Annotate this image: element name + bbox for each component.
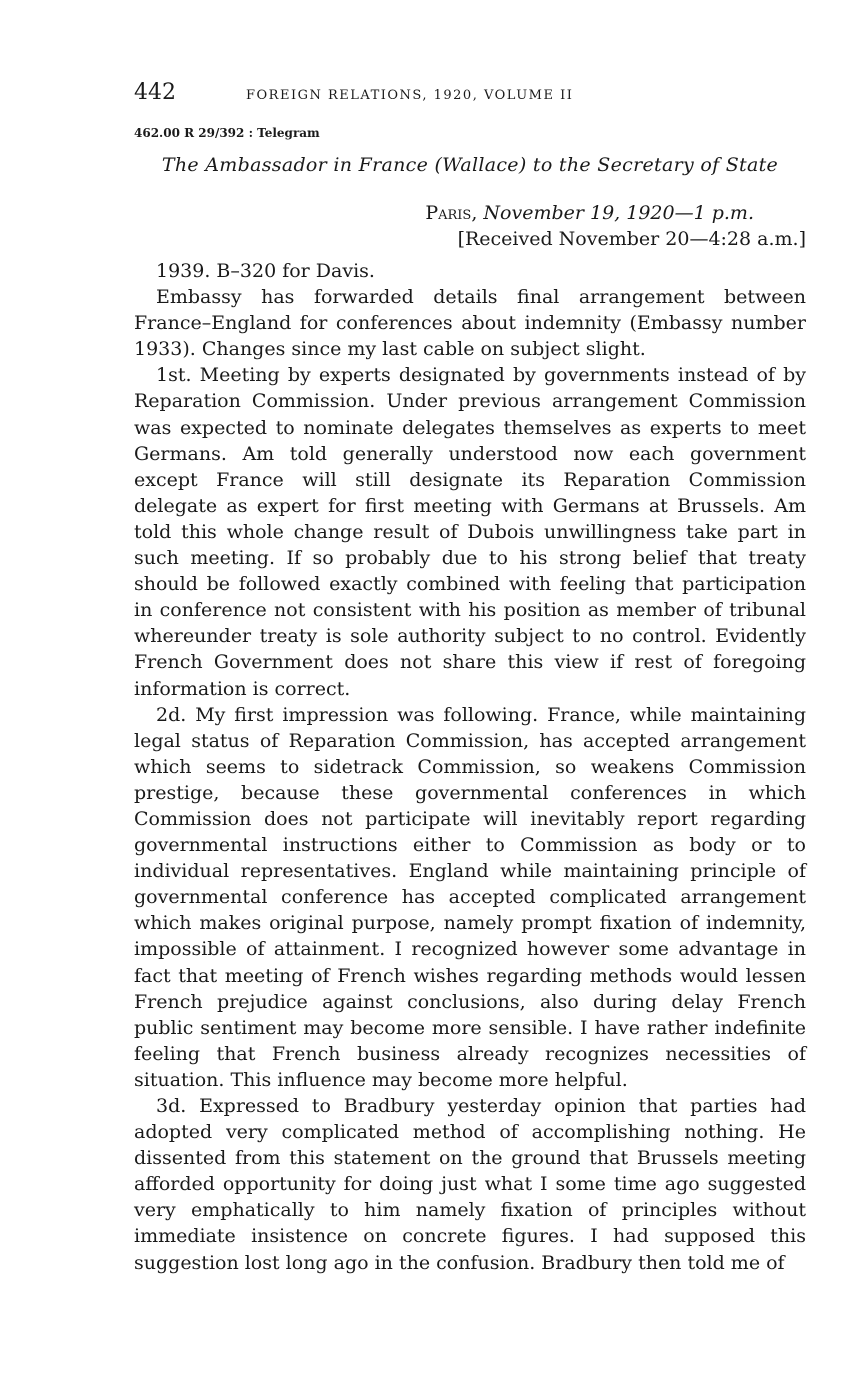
paragraph-4: 2d. My first impression was following. France, while maintaining legal status of Reparation Commission, has accepted arrangement which seems to sidetrack Commission, so weakens Commission prestige, because these governmental conferences in which Commission does not participate will inevitably report regarding governmental instructions either to Commission as body or to individual representatives. England while maintaining principle of governmental conference has accepted complicated arrangement which makes original purpose, namely prompt fixation of indemnity, impossible of attainment. I recognized however some advantage in fact that meeting of French wishes regarding methods would lessen French prejudice against conclusions, also during delay French public sentiment may become more sensible. I have rather indefinite feeling that French business already recognizes necessities of situation. This influence may become more helpful.: [134, 703, 806, 1091]
document-page: [134, 80, 806, 1276]
dateline-date: November 19, 1920—1 p.m.: [483, 202, 754, 224]
dateline: [134, 200, 806, 252]
running-head: [134, 80, 806, 114]
paragraph-3: 1st. Meeting by experts designated by governments instead of by Reparation Commission. Under previous arrangement Commission was expected to nominate delegates themselves as experts to meet Germans. Am told generally understood now each government except France will still designate its Reparation Commission delegate as expert for first meeting with Germans at Brussels. Am told this whole change result of Dubois unwillingness take part in such meeting. If so probably due to his strong belief that treaty should be followed exactly combined with feeling that participation in conference not consistent with his position as member of tribunal whereunder treaty is sole authority subject to no control. Evidently French Government does not share this view if rest of foregoing information is correct.: [134, 364, 806, 700]
dateline-sent: [134, 200, 806, 226]
dateline-received: [Received November 20—4:28 a.m.]: [457, 228, 806, 250]
paragraph-2: Embassy has forwarded details final arrangement between France–England for conferences about indemnity (Embassy number 1933). Changes since my last cable on subject slight.: [134, 286, 806, 361]
page-number: 442: [134, 80, 176, 105]
paragraph-5: 3d. Expressed to Bradbury yesterday opinion that parties had adopted very complicated method of accomplishing nothing. He dissented from this statement on the ground that Brussels meeting afforded opportunity for doing just what I some time ago suggested very emphatically to him namely fixation of principles without immediate insistence on concrete figures. I had supposed this suggestion lost long ago in the confusion. Bradbury then told me of: [134, 1095, 806, 1274]
telegram-body: [134, 258, 806, 1276]
file-reference: 462.00 R 29/392 : Telegram: [134, 126, 320, 140]
paragraph-1: 1939. B–320 for Davis.: [156, 260, 375, 282]
dateline-place: Paris,: [425, 202, 478, 224]
running-title: FOREIGN RELATIONS, 1920, VOLUME II: [246, 88, 574, 103]
document-heading: The Ambassador in France (Wallace) to the Secretary of State: [161, 154, 779, 176]
